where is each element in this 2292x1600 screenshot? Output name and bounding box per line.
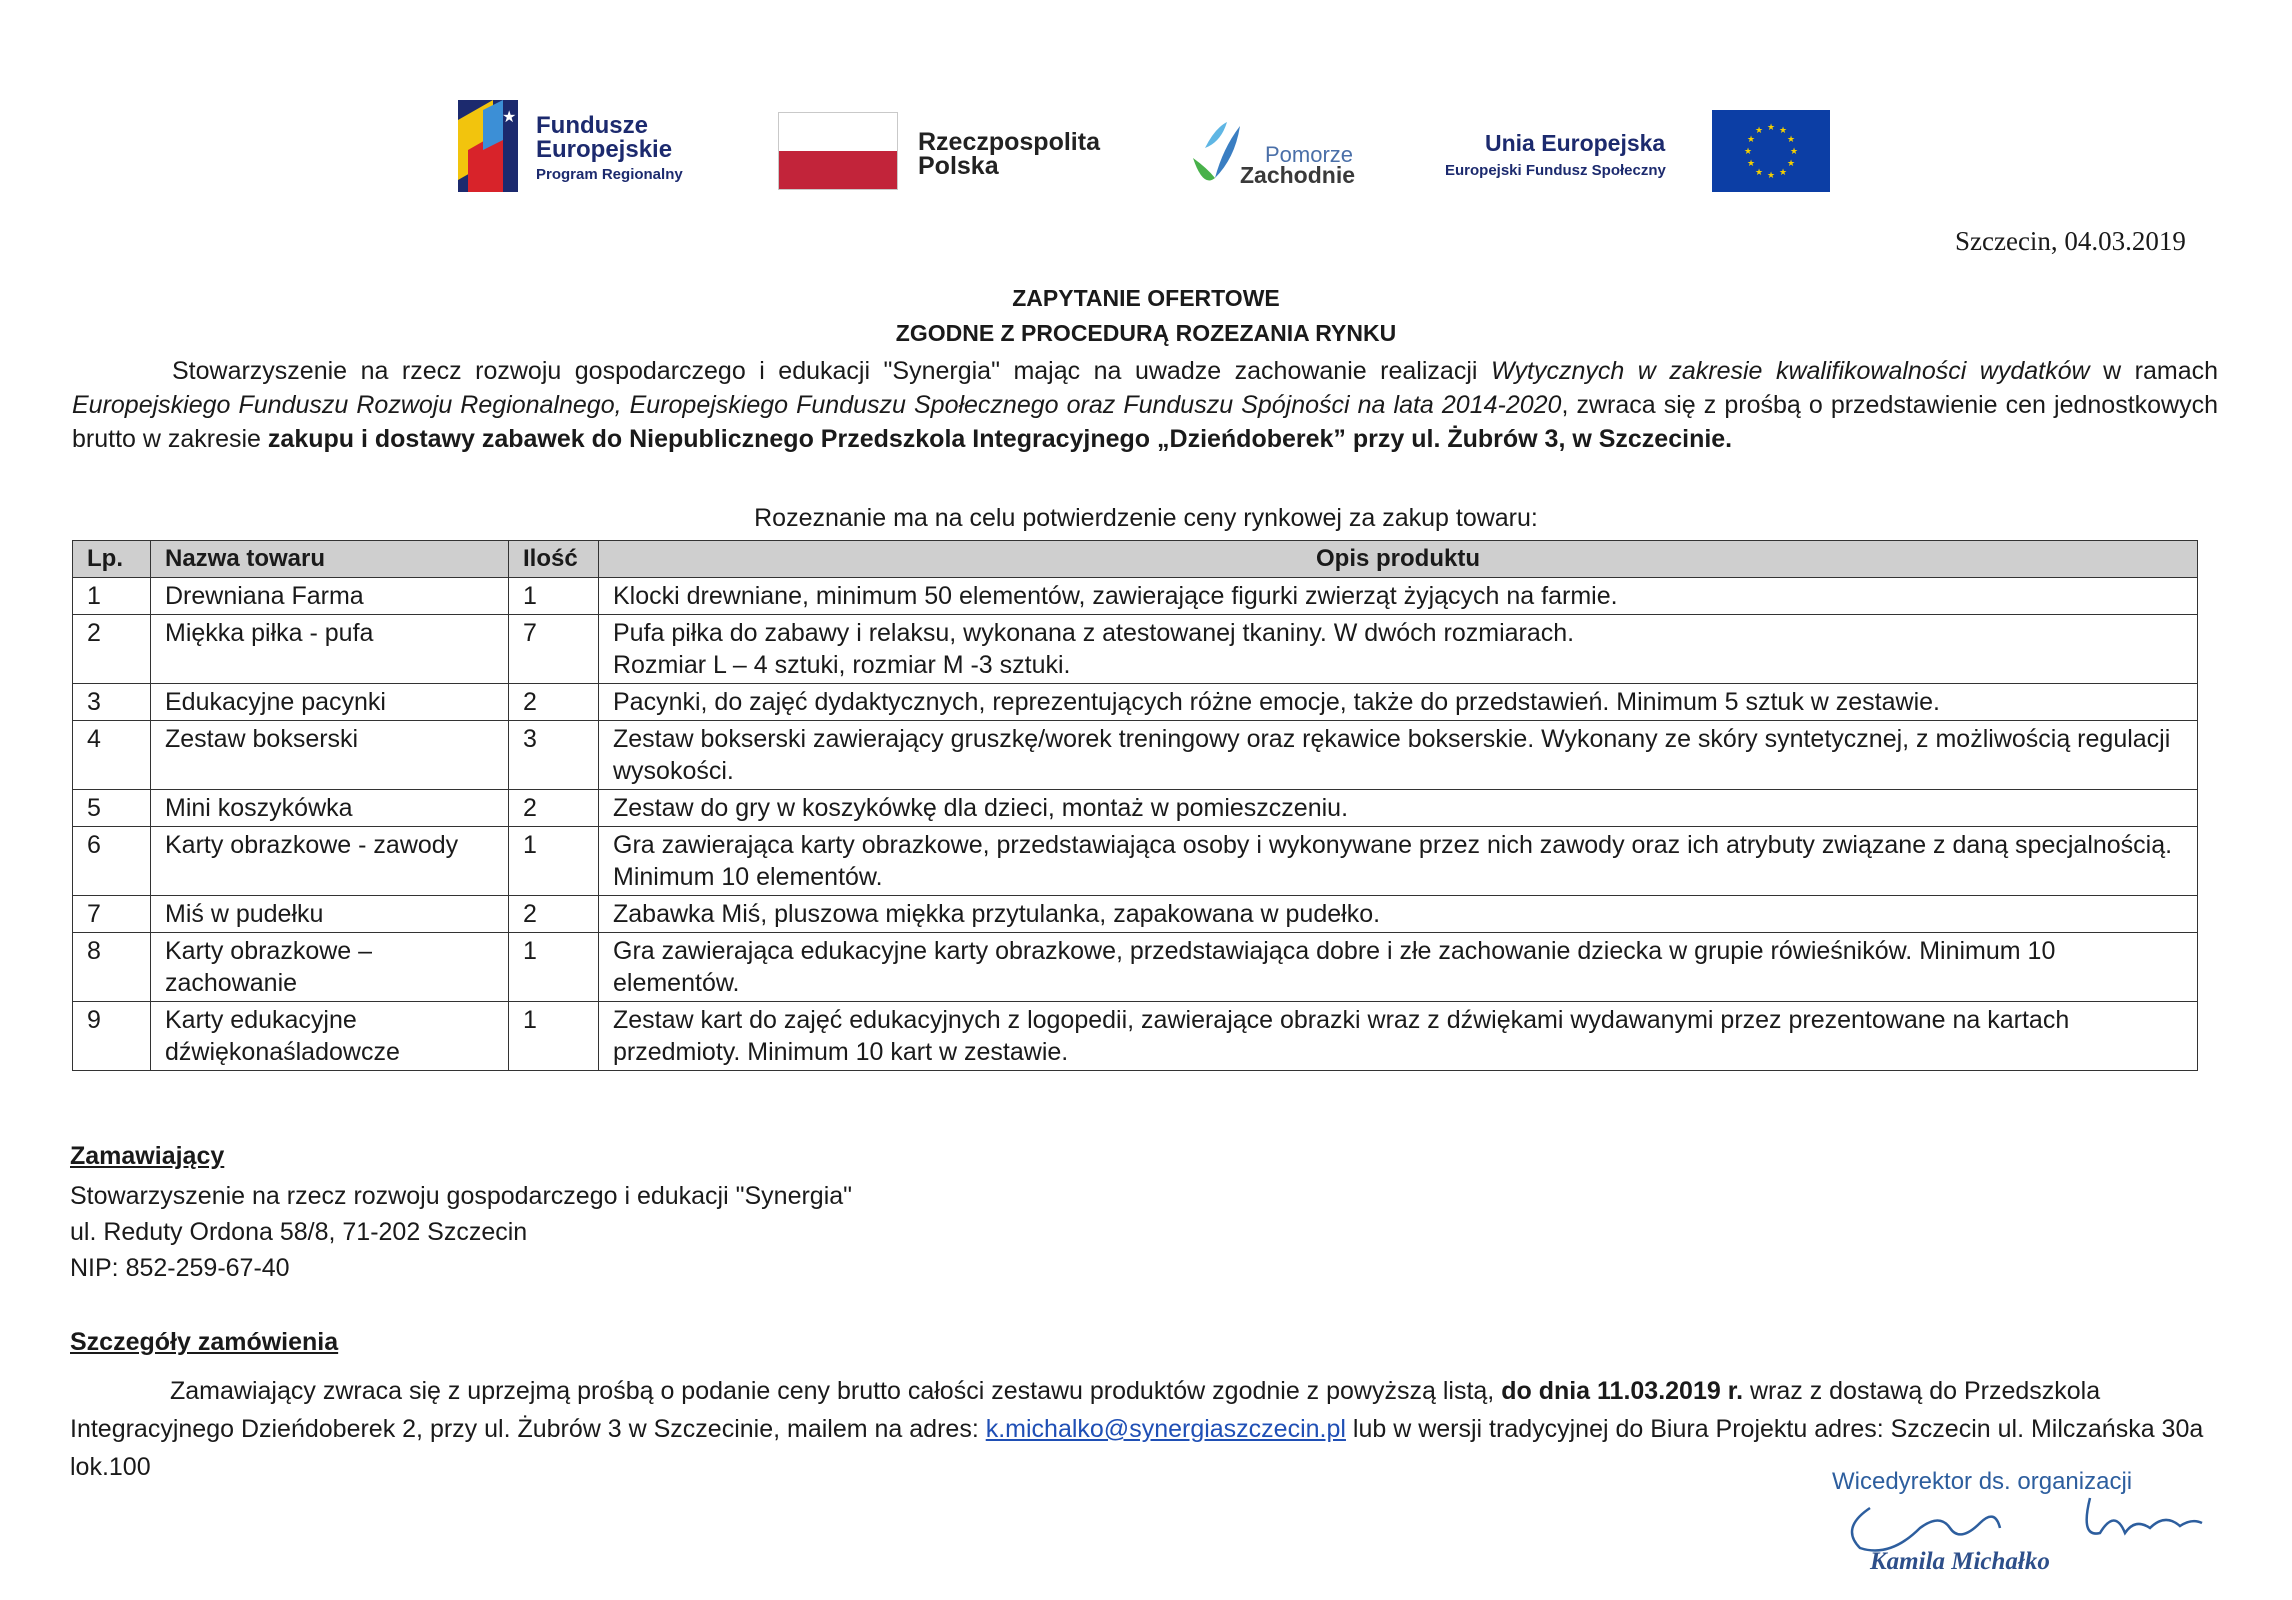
intro-text-1: Stowarzyszenie na rzecz rozwoju gospodarczego i edukacji "Synergia" mając na uwadze zachowanie realizacji [172,357,1491,385]
pomorze-zachodnie-mark-icon [1185,118,1245,192]
polish-flag-icon [778,112,898,190]
svg-text:★: ★ [1746,134,1756,144]
row-lp: 2 [73,615,151,684]
row-lp: 5 [73,790,151,827]
orderer-name: Stowarzyszenie na rzecz rozwoju gospodarczego i edukacji "Synergia" [70,1182,853,1210]
table-row [73,790,2198,827]
row-desc [599,615,2198,684]
orderer-heading: Zamawiający [70,1142,225,1170]
row-qty: 3 [509,721,599,790]
row-name: Miękka piłka - pufa [151,615,509,684]
table-row [73,896,2198,933]
fundusze-line1: Fundusze [536,112,648,139]
table-header-row [73,541,2198,578]
svg-text:★: ★ [1786,158,1796,168]
pomorze-line1: Pomorze [1265,142,1354,167]
signature-block [1830,1458,2230,1588]
row-lp: 1 [73,578,151,615]
orderer-address: ul. Reduty Ordona 58/8, 71-202 Szczecin [70,1218,528,1246]
svg-text:★: ★ [1786,134,1796,144]
row-desc: Gra zawierająca karty obrazkowe, przedstawiająca osoby i wykonywane przez nich zawody oraz ich atrybuty związane z daną specjalnością. Minimum 10 elementów. [599,827,2198,896]
row-desc: Zestaw bokserski zawierający gruszkę/worek treningowy oraz rękawice bokserskie. Wykonany ze skóry syntetycznej, z możliwością regulacji wysokości. [599,721,2198,790]
details-text-2: wraz z dostawą do Przedszkola Integracyjnego Dzieńdoberek 2, przy ul. Żubrów 3 w Szczecinie, mailem na adres: [70,1377,2101,1443]
row-lp: 7 [73,896,151,933]
pomorze-zachodnie-logo [1185,118,1385,198]
intro-italic-2: Europejskiego Funduszu Rozwoju Regionalnego, Europejskiego Funduszu Społecznego oraz Funduszu Spójności na lata 2014-2020 [72,391,1562,419]
intro-text-2: w ramach [2089,357,2219,385]
header-desc: Opis produktu [599,541,2198,578]
svg-text:★: ★ [1754,125,1764,135]
svg-text:★: ★ [1778,125,1788,135]
row-name: Karty edukacyjne dźwiękonaśladowcze [151,1002,509,1071]
svg-text:★: ★ [1766,122,1776,132]
purpose-line: Rozeznanie ma na celu potwierdzenie ceny rynkowej za zakup towaru: [754,504,1538,532]
table-row [73,1002,2198,1071]
table-row [73,827,2198,896]
details-text-3: lub w wersji tradycyjnej do Biura Projektu adres: Szczecin ul. Milczańska 30a lok.100 [70,1415,2204,1481]
row-desc: Zestaw kart do zajęć edukacyjnych z logopedii, zawierające obrazki wraz z dźwiękami wydawanymi przez prezentowane na kartach przedmioty. Minimum 10 kart w zestawie. [599,1002,2198,1071]
details-deadline: do dnia 11.03.2019 r. [1501,1377,1744,1405]
row-qty: 7 [509,615,599,684]
row-name: Karty obrazkowe - zawody [151,827,509,896]
intro-paragraph [72,354,2218,456]
ue-line1: Unia Europejska [1485,130,1666,156]
row-qty: 1 [509,827,599,896]
header-lp: Lp. [73,541,151,578]
row-name: Drewniana Farma [151,578,509,615]
svg-text:★: ★ [502,109,517,126]
row-desc: Pacynki, do zajęć dydaktycznych, reprezentujących różne emocje, także do przedstawień. Minimum 5 sztuk w zestawie. [599,684,2198,721]
row-lp: 4 [73,721,151,790]
row-desc: Zestaw do gry w koszykówkę dla dzieci, montaż w pomieszczeniu. [599,790,2198,827]
row-desc: Klocki drewniane, minimum 50 elementów, zawierające figurki zwierząt żyjących na farmie. [599,578,2198,615]
header-name: Nazwa towaru [151,541,509,578]
row-desc: Gra zawierająca edukacyjne karty obrazkowe, przedstawiająca dobre i złe zachowanie dziecka w grupie rówieśników. Minimum 10 elementów. [599,933,2198,1002]
row-name: Edukacyjne pacynki [151,684,509,721]
rzeczpospolita-polska-logo [778,112,1118,192]
row-qty: 1 [509,578,599,615]
eu-flag-icon [1712,110,1830,192]
table-row [73,933,2198,1002]
row-qty: 2 [509,790,599,827]
document-title: ZAPYTANIE OFERTOWE [1012,285,1280,311]
fundusze-europejskie-logo [458,100,718,195]
svg-text:★: ★ [1746,158,1756,168]
unia-europejska-logo [1440,108,1840,198]
signature-name: Kamila Michałko [1870,1548,2050,1575]
products-table [72,540,2198,1071]
details-heading: Szczegóły zamówienia [70,1328,339,1356]
rp-line2: Polska [918,152,999,180]
row-desc: Zabawka Miś, pluszowa miękka przytulanka, zapakowana w pudełko. [599,896,2198,933]
ue-line2: Europejski Fundusz Społeczny [1445,162,1666,179]
svg-text:★: ★ [1743,146,1753,156]
details-text-1: Zamawiający zwraca się z uprzejmą prośbą o podanie ceny brutto całości zestawu produktów zgodnie z powyższą listą, [170,1377,1502,1405]
row-desc-line1: Pufa piłka do zabawy i relaksu, wykonana z atestowanej tkaniny. W dwóch rozmiarach. [613,619,1575,647]
row-name: Karty obrazkowe – zachowanie [151,933,509,1002]
svg-text:★: ★ [1754,167,1764,177]
header-qty: Ilość [509,541,599,578]
table-row [73,615,2198,684]
row-desc-line2: Rozmiar L – 4 sztuki, rozmiar M -3 sztuki. [613,651,1071,679]
row-name: Zestaw bokserski [151,721,509,790]
row-qty: 1 [509,1002,599,1071]
intro-italic-1: Wytycznych w zakresie kwalifikowalności wydatków [1490,357,2090,385]
row-lp: 6 [73,827,151,896]
row-lp: 3 [73,684,151,721]
row-qty: 1 [509,933,599,1002]
orderer-nip: NIP: 852-259-67-40 [70,1254,290,1282]
svg-text:★: ★ [1766,170,1776,180]
fundusze-line2: Europejskie [536,136,673,163]
signature-role: Wicedyrektor ds. organizacji [1832,1468,2133,1495]
document-date: Szczecin, 04.03.2019 [1955,226,2186,256]
document-subtitle: ZGODNE Z PROCEDURĄ ROZEZANIA RYNKU [895,320,1397,346]
pomorze-line2: Zachodnie [1240,162,1356,188]
fundusze-line3: Program Regionalny [536,166,683,183]
row-name: Mini koszykówka [151,790,509,827]
rp-line1: Rzeczpospolita [918,128,1100,156]
row-lp: 8 [73,933,151,1002]
table-row [73,721,2198,790]
svg-text:★: ★ [1789,146,1799,156]
intro-bold: zakupu i dostawy zabawek do Niepublicznego Przedszkola Integracyjnego „Dzieńdoberek” przy ul. Żubrów 3, w Szczecinie. [267,425,1733,453]
row-lp: 9 [73,1002,151,1071]
intro-text-3: , zwraca się z prośbą o przedstawienie cen jednostkowych brutto w zakresie [72,391,2219,453]
svg-text:★: ★ [1778,167,1788,177]
table-row [73,684,2198,721]
row-qty: 2 [509,684,599,721]
email-link[interactable]: k.michalko@synergiaszczecin.pl [985,1415,1346,1443]
row-qty: 2 [509,896,599,933]
table-row [73,578,2198,615]
fundusze-europejskie-mark-icon [458,100,518,192]
row-name: Miś w pudełku [151,896,509,933]
